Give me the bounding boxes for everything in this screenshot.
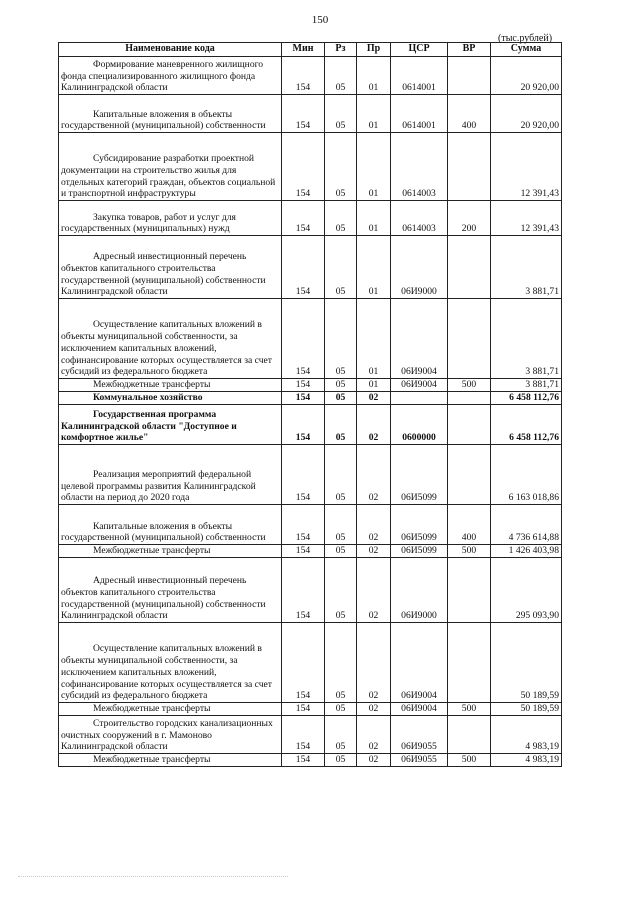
table-row [59,545,562,558]
cell-rz: 05 [325,299,357,379]
cell-min: 154 [282,392,325,405]
cell-min: 154 [282,623,325,703]
budget-table [58,42,562,767]
cell-csr: 06И9004 [391,299,448,379]
cell-rz: 05 [325,133,357,201]
cell-csr: 06И9000 [391,558,448,623]
cell-min: 154 [282,545,325,558]
cell-sum: 4 983,19 [491,754,562,767]
cell-rz: 05 [325,505,357,545]
cell-pr: 01 [357,57,391,95]
cell-sum: 4 736 614,88 [491,505,562,545]
cell-pr: 01 [357,299,391,379]
row-name [59,716,282,754]
col-header-name: Наименование кода [59,43,282,57]
cell-pr: 02 [357,392,391,405]
row-name-text: Капитальные вложения в объекты государственной (муниципальной) собственности [61,108,266,132]
cell-csr [391,392,448,405]
row-name-text: Межбюджетные трансферты [93,703,211,715]
cell-rz: 05 [325,236,357,299]
table-row [59,716,562,754]
cell-rz: 05 [325,201,357,236]
row-name-text: Осуществление капитальных вложений в объекты муниципальной собственности, за исключением капитальных вложений, софинансирование которых осуществляется за счет субсидий из федерального бюджета [61,643,272,702]
row-name-text: Капитальные вложения в объекты государственной (муниципальной) собственности [61,520,266,544]
cell-sum: 20 920,00 [491,95,562,133]
cell-csr: 06И9055 [391,716,448,754]
table-row [59,133,562,201]
cell-min: 154 [282,299,325,379]
row-name [59,545,282,558]
row-name [59,236,282,299]
cell-pr: 01 [357,95,391,133]
cell-min: 154 [282,505,325,545]
cell-sum: 1 426 403,98 [491,545,562,558]
cell-sum: 4 983,19 [491,716,562,754]
cell-vr: 500 [448,379,491,392]
cell-rz: 05 [325,558,357,623]
cell-sum: 20 920,00 [491,57,562,95]
cell-sum: 3 881,71 [491,379,562,392]
cell-rz: 05 [325,95,357,133]
cell-pr: 01 [357,201,391,236]
cell-sum: 50 189,59 [491,623,562,703]
cell-min: 154 [282,201,325,236]
table-row [59,57,562,95]
cell-rz: 05 [325,405,357,445]
table-header-row [59,43,562,57]
cell-vr: 400 [448,505,491,545]
cell-min: 154 [282,405,325,445]
units-label: (тыс.рублей) [498,33,553,44]
cell-vr [448,236,491,299]
scan-artifact [18,876,288,878]
cell-csr: 06И5099 [391,445,448,505]
table-row [59,405,562,445]
cell-min: 154 [282,754,325,767]
table-row [59,299,562,379]
cell-pr: 02 [357,716,391,754]
row-name-text: Адресный инвестиционный перечень объектов капитального строительства государственной (муниципальной) собственности Калининградской области [61,575,266,622]
cell-pr: 01 [357,236,391,299]
cell-min: 154 [282,716,325,754]
cell-pr: 02 [357,545,391,558]
cell-sum: 12 391,43 [491,133,562,201]
cell-vr [448,445,491,505]
row-name [59,754,282,767]
row-name [59,379,282,392]
row-name [59,703,282,716]
row-name [59,201,282,236]
cell-sum: 3 881,71 [491,236,562,299]
cell-rz: 05 [325,57,357,95]
cell-vr [448,133,491,201]
cell-vr [448,392,491,405]
table-row [59,95,562,133]
row-name-text: Межбюджетные трансферты [93,379,211,391]
table-row [59,505,562,545]
row-name [59,133,282,201]
row-name [59,57,282,95]
cell-sum: 6 458 112,76 [491,405,562,445]
row-name-text: Строительство городских канализационных очистных сооружений в г. Мамоново Калининградской области [61,717,273,753]
cell-csr: 0600000 [391,405,448,445]
cell-pr: 02 [357,623,391,703]
cell-pr: 02 [357,754,391,767]
cell-csr: 0614001 [391,57,448,95]
cell-rz: 05 [325,754,357,767]
cell-csr: 06И9055 [391,754,448,767]
cell-sum: 12 391,43 [491,201,562,236]
table-row [59,558,562,623]
cell-vr: 400 [448,95,491,133]
cell-vr: 500 [448,545,491,558]
cell-pr: 02 [357,405,391,445]
col-header-pr: Пр [357,43,391,57]
cell-min: 154 [282,236,325,299]
cell-csr: 0614001 [391,95,448,133]
cell-min: 154 [282,133,325,201]
cell-rz: 05 [325,445,357,505]
cell-pr: 02 [357,505,391,545]
cell-pr: 02 [357,445,391,505]
cell-sum: 295 093,90 [491,558,562,623]
cell-vr: 200 [448,201,491,236]
cell-csr: 06И9004 [391,379,448,392]
row-name-text: Субсидирование разработки проектной документации на строительство жилья для отдельных категорий граждан, объектов социальной и транспортной инфраструктуры [61,153,276,200]
cell-sum: 3 881,71 [491,299,562,379]
row-name [59,392,282,405]
cell-rz: 05 [325,545,357,558]
cell-min: 154 [282,57,325,95]
row-name-text: Осуществление капитальных вложений в объекты муниципальной собственности, за исключением капитальных вложений, софинансирование которых осуществляется за счет субсидий из федерального бюджета [61,319,272,378]
cell-pr: 02 [357,703,391,716]
cell-min: 154 [282,558,325,623]
cell-sum: 50 189,59 [491,703,562,716]
cell-csr: 06И9004 [391,703,448,716]
row-name-text: Коммунальное хозяйство [93,392,203,404]
cell-pr: 02 [357,558,391,623]
cell-vr [448,716,491,754]
cell-rz: 05 [325,716,357,754]
cell-sum: 6 458 112,76 [491,392,562,405]
table-row [59,392,562,405]
cell-min: 154 [282,379,325,392]
row-name [59,558,282,623]
row-name [59,505,282,545]
cell-csr: 0614003 [391,201,448,236]
col-header-min: Мин [282,43,325,57]
col-header-sum: Сумма [491,43,562,57]
cell-csr: 06И9000 [391,236,448,299]
cell-vr [448,623,491,703]
cell-pr: 01 [357,133,391,201]
table-row [59,201,562,236]
row-name-text: Государственная программа Калининградской области "Доступное и комфортное жилье" [61,408,237,444]
table-row [59,703,562,716]
cell-min: 154 [282,445,325,505]
cell-rz: 05 [325,623,357,703]
page-number: 150 [311,14,329,26]
row-name-text: Адресный инвестиционный перечень объектов капитального строительства государственной (муниципальной) собственности Калининградской области [61,251,266,298]
cell-sum: 6 163 018,86 [491,445,562,505]
cell-csr: 0614003 [391,133,448,201]
col-header-vr: ВР [448,43,491,57]
col-header-rz: Рз [325,43,357,57]
table-row [59,754,562,767]
row-name [59,405,282,445]
cell-vr [448,558,491,623]
table-row [59,623,562,703]
row-name-text: Закупка товаров, работ и услуг для государственных (муниципальных) нужд [61,211,236,235]
row-name-text: Формирование маневренного жилищного фонда специализированного жилищного фонда Калининградской области [61,58,264,94]
cell-rz: 05 [325,703,357,716]
table-row [59,445,562,505]
cell-min: 154 [282,703,325,716]
cell-min: 154 [282,95,325,133]
cell-csr: 06И5099 [391,545,448,558]
cell-pr: 01 [357,379,391,392]
col-header-csr: ЦСР [391,43,448,57]
cell-csr: 06И9004 [391,623,448,703]
row-name [59,445,282,505]
cell-vr [448,57,491,95]
table-row [59,236,562,299]
cell-vr [448,405,491,445]
row-name [59,299,282,379]
table-row [59,379,562,392]
cell-csr: 06И5099 [391,505,448,545]
row-name [59,623,282,703]
row-name-text: Реализация мероприятий федеральной целевой программы развития Калининградской области на период до 2020 года [61,468,256,504]
row-name-text: Межбюджетные трансферты [93,545,211,557]
row-name [59,95,282,133]
cell-rz: 05 [325,379,357,392]
row-name-text: Межбюджетные трансферты [93,754,211,766]
cell-vr: 500 [448,754,491,767]
cell-vr: 500 [448,703,491,716]
cell-rz: 05 [325,392,357,405]
cell-vr [448,299,491,379]
